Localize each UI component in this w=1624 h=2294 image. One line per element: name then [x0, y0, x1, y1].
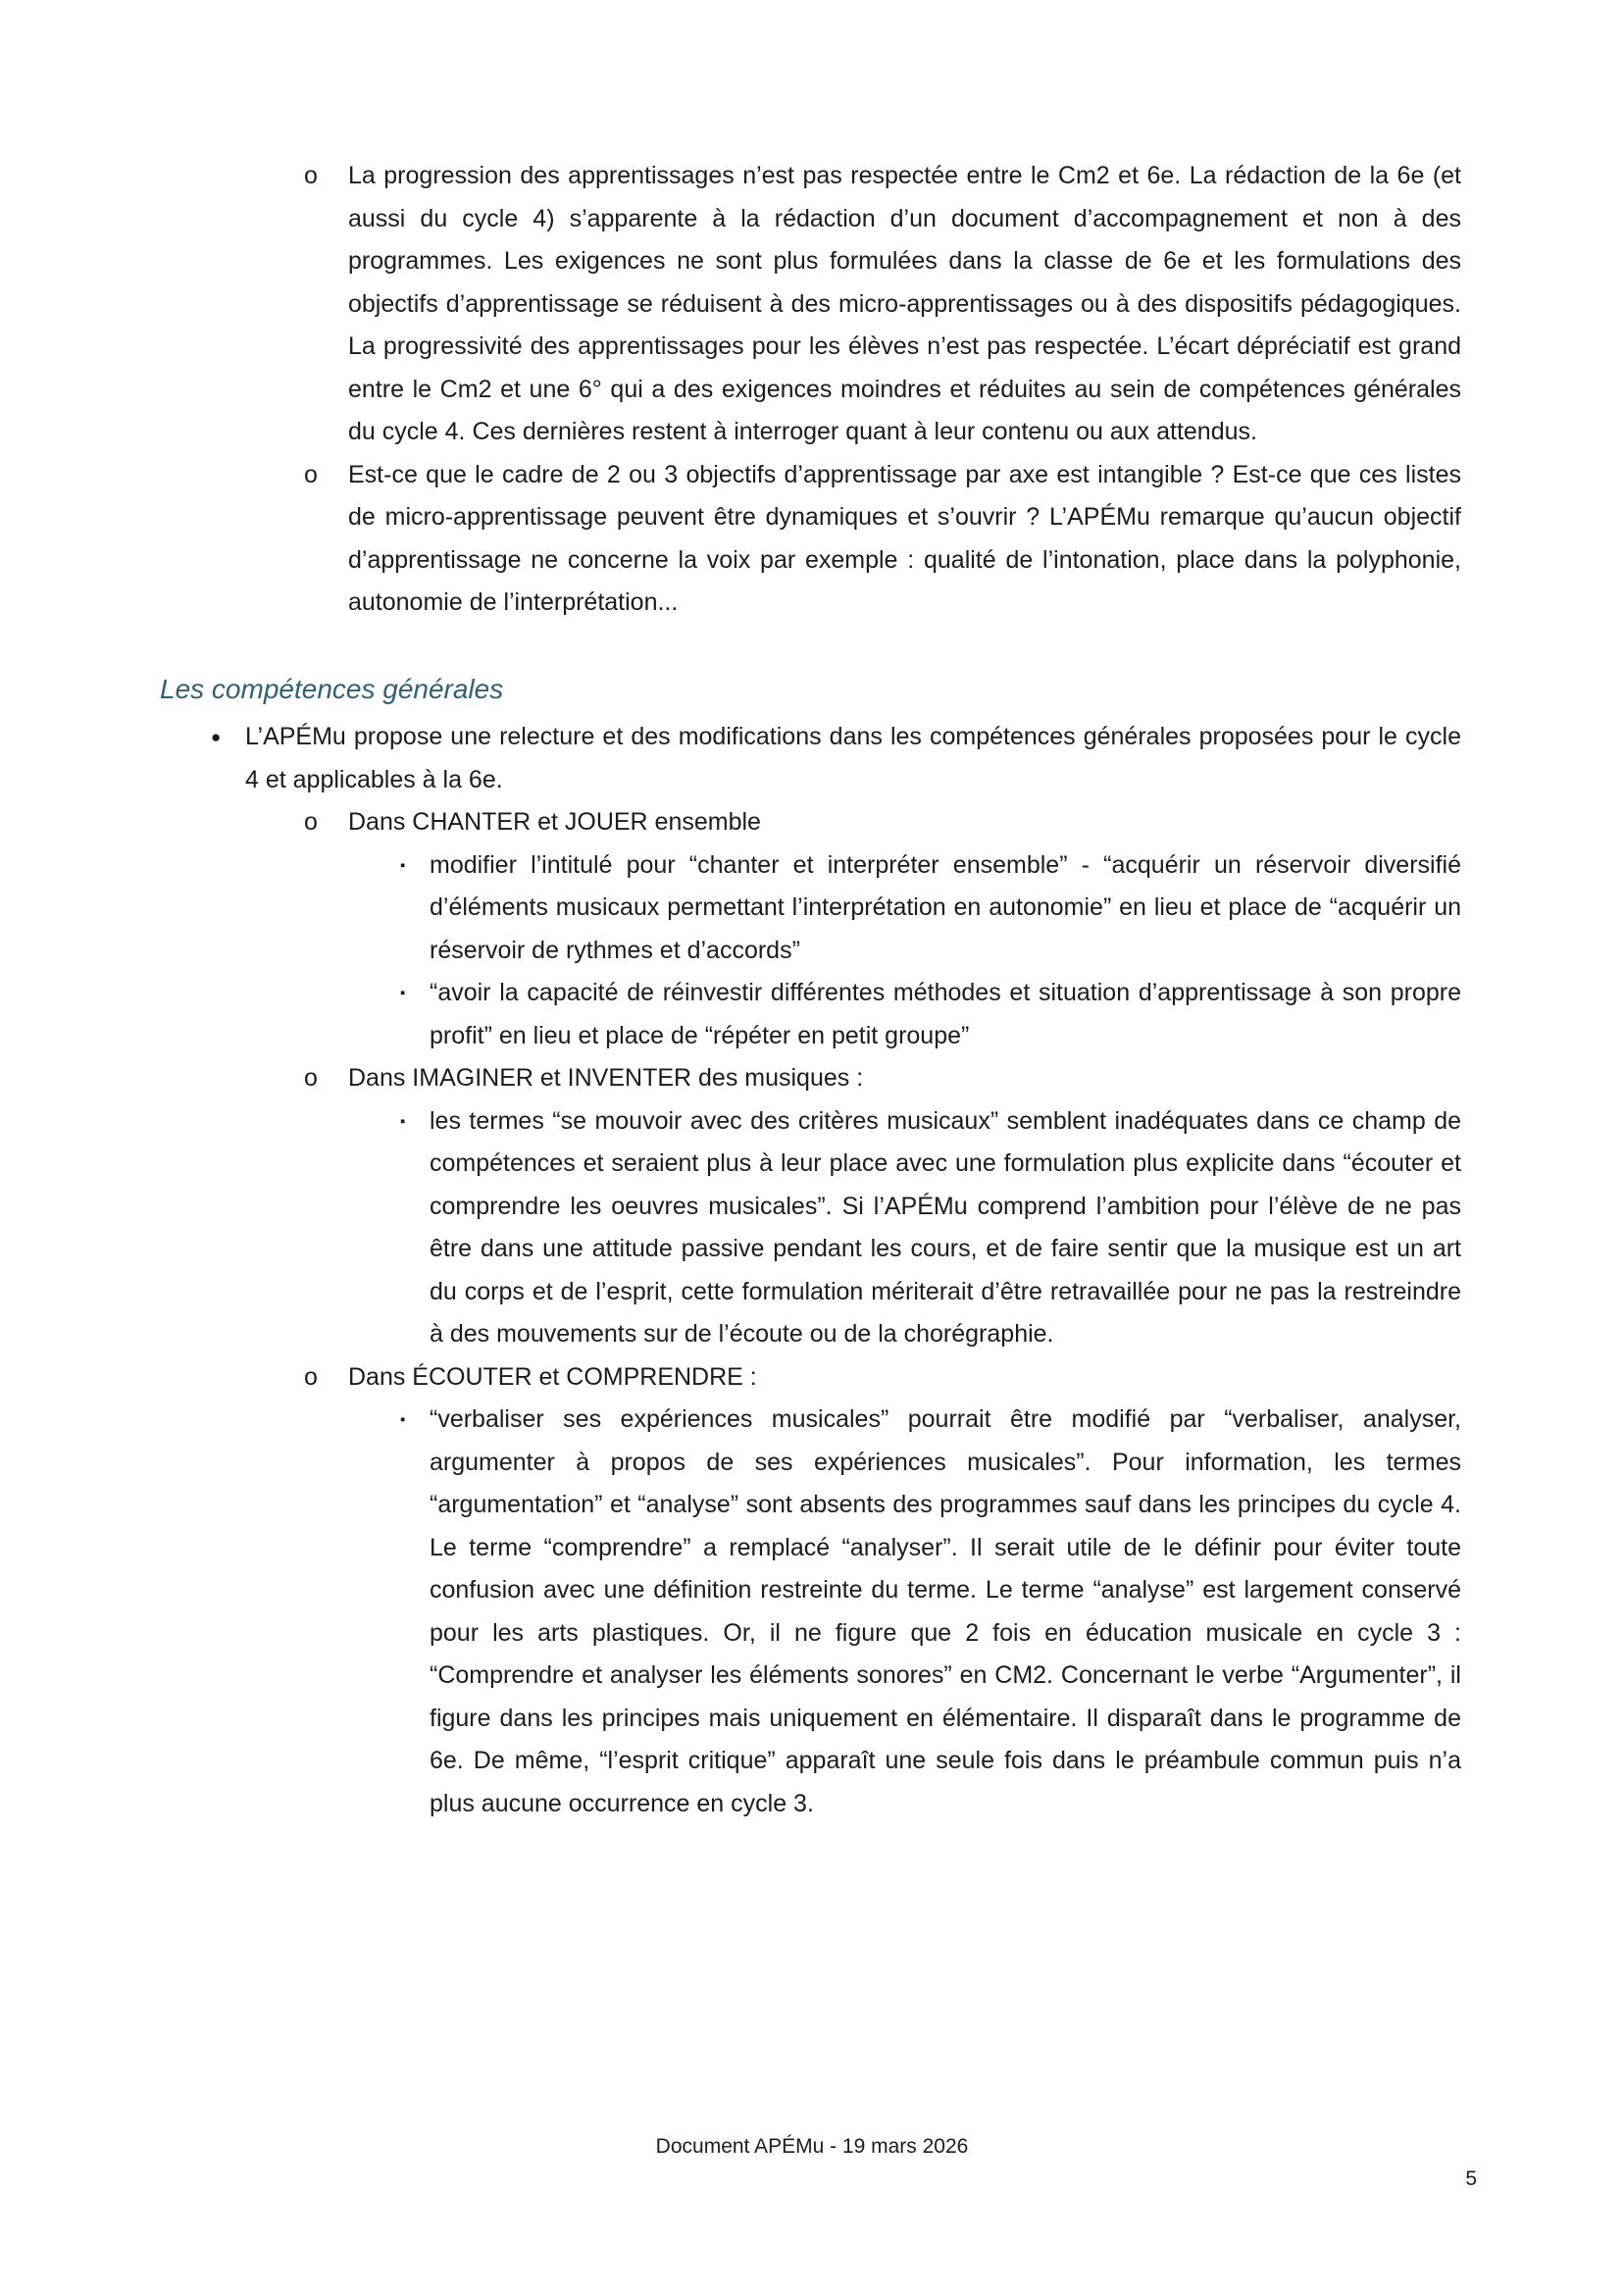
- list-item: [160, 1399, 1461, 1825]
- list-item-text: “verbaliser ses expériences musicales” pourrait être modifié par “verbaliser, analyser, argumenter à propos de ses expériences musicales”. Pour information, les termes “argumentation” et “analyse” sont absents des programmes sauf dans les principes du cycle 4. Le terme “comprendre” a remplacé “analyser”. Il serait utile de le définir pour éviter toute confusion avec une définition restreinte du terme. Le terme “analyse” est largement conservé pour les arts plastiques. Or, il ne figure que 2 fois en éducation musicale en cycle 3 : “Comprendre et analyser les éléments sonores” en CM2. Concernant le verbe “Argumenter”, il figure dans les principes mais uniquement en élémentaire. Il disparaît dans le programme de 6e. De même, “l’esprit critique” apparaît une seule fois dans le préambule commun puis n’a plus aucune occurrence en cycle 3.: [430, 1405, 1461, 1817]
- list-item: [160, 1100, 1461, 1356]
- list-item: [160, 1057, 1461, 1100]
- list-item: [160, 972, 1461, 1057]
- document-body: [160, 155, 1461, 1825]
- list-item-text: modifier l’intitulé pour “chanter et interpréter ensemble” - “acquérir un réservoir diversifié d’éléments musicaux permettant l’interprétation en autonomie” en lieu et place de “acquérir un réservoir de rythmes et d’accords”: [430, 850, 1461, 964]
- bullet-marker: o: [304, 1362, 318, 1391]
- bullet-marker: ▪: [400, 1411, 406, 1428]
- list-item: [160, 844, 1461, 973]
- list-item: [160, 801, 1461, 844]
- list-item-text: les termes “se mouvoir avec des critères musicaux” semblent inadéquates dans ce champ de compétences et seraient plus à leur place avec une formulation plus explicite dans “écouter et comprendre les oeuvres musicales”. Si l’APÉMu comprend l’ambition pour l’élève de ne pas être dans une attitude passive pendant les cours, et de faire sentir que la musique est un art du corps et de l’esprit, cette formulation mériterait d’être retravaillée pour ne pas la restreindre à des mouvements sur de l’écoute ou de la chorégraphie.: [430, 1106, 1461, 1348]
- bullet-marker: o: [304, 162, 318, 189]
- list-item-text: Dans CHANTER et JOUER ensemble: [348, 808, 761, 836]
- bullet-marker: ▪: [400, 985, 406, 1001]
- list-item: [160, 454, 1461, 625]
- bullet-marker: ▪: [400, 856, 406, 874]
- bullet-marker: o: [304, 460, 318, 488]
- section-heading: Les compétences générales: [160, 673, 504, 704]
- list-item-text: Dans ÉCOUTER et COMPRENDRE :: [348, 1362, 757, 1391]
- list-item-text: L’APÉMu propose une relecture et des modifications dans les compétences générales proposées pour le cycle 4 et applicables à la 6e.: [245, 723, 1461, 793]
- list-item-text: “avoir la capacité de réinvestir différentes méthodes et situation d’apprentissage à son propre profit” en lieu et place de “répéter en petit groupe”: [430, 979, 1461, 1049]
- list-item: [160, 1356, 1461, 1400]
- list-item-text: La progression des apprentissages n’est pas respectée entre le Cm2 et 6e. La rédaction de la 6e (et aussi du cycle 4) s’apparente à la rédaction d’un document d’accompagnement et non à des programmes. Les exigences ne sont plus formulées dans la classe de 6e et les formulations des objectifs d’apprentissage se réduisent à des micro-apprentissages ou à des dispositifs pédagogiques. La progressivité des apprentissages pour les élèves n’est pas respectée. L’écart dépréciatif est grand entre le Cm2 et une 6° qui a des exigences moindres et réduites au sein de compétences générales du cycle 4. Ces dernières restent à interroger quant à leur contenu ou aux attendus.: [348, 162, 1461, 445]
- bullet-marker: ▪: [400, 1112, 406, 1130]
- list-item-text: Est-ce que le cadre de 2 ou 3 objectifs d’apprentissage par axe est intangible ? Est-ce que ces listes de micro-apprentissage peuvent être dynamiques et s’ouvrir ? L’APÉMu remarque qu’aucun objectif d’apprentissage ne concerne la voix par exemple : qualité de l’intonation, place dans la polyphonie, autonomie de l’interprétation...: [348, 460, 1461, 616]
- bullet-marker: ●: [211, 728, 222, 746]
- footer-text: Document APÉMu - 19 mars 2026: [655, 2135, 969, 2158]
- list-item-text: Dans IMAGINER et INVENTER des musiques :: [348, 1064, 864, 1092]
- list-item: [160, 716, 1461, 801]
- page-number: 5: [1465, 2167, 1477, 2190]
- bullet-marker: o: [304, 1064, 318, 1092]
- bullet-marker: o: [304, 808, 318, 836]
- list-item: [160, 155, 1461, 454]
